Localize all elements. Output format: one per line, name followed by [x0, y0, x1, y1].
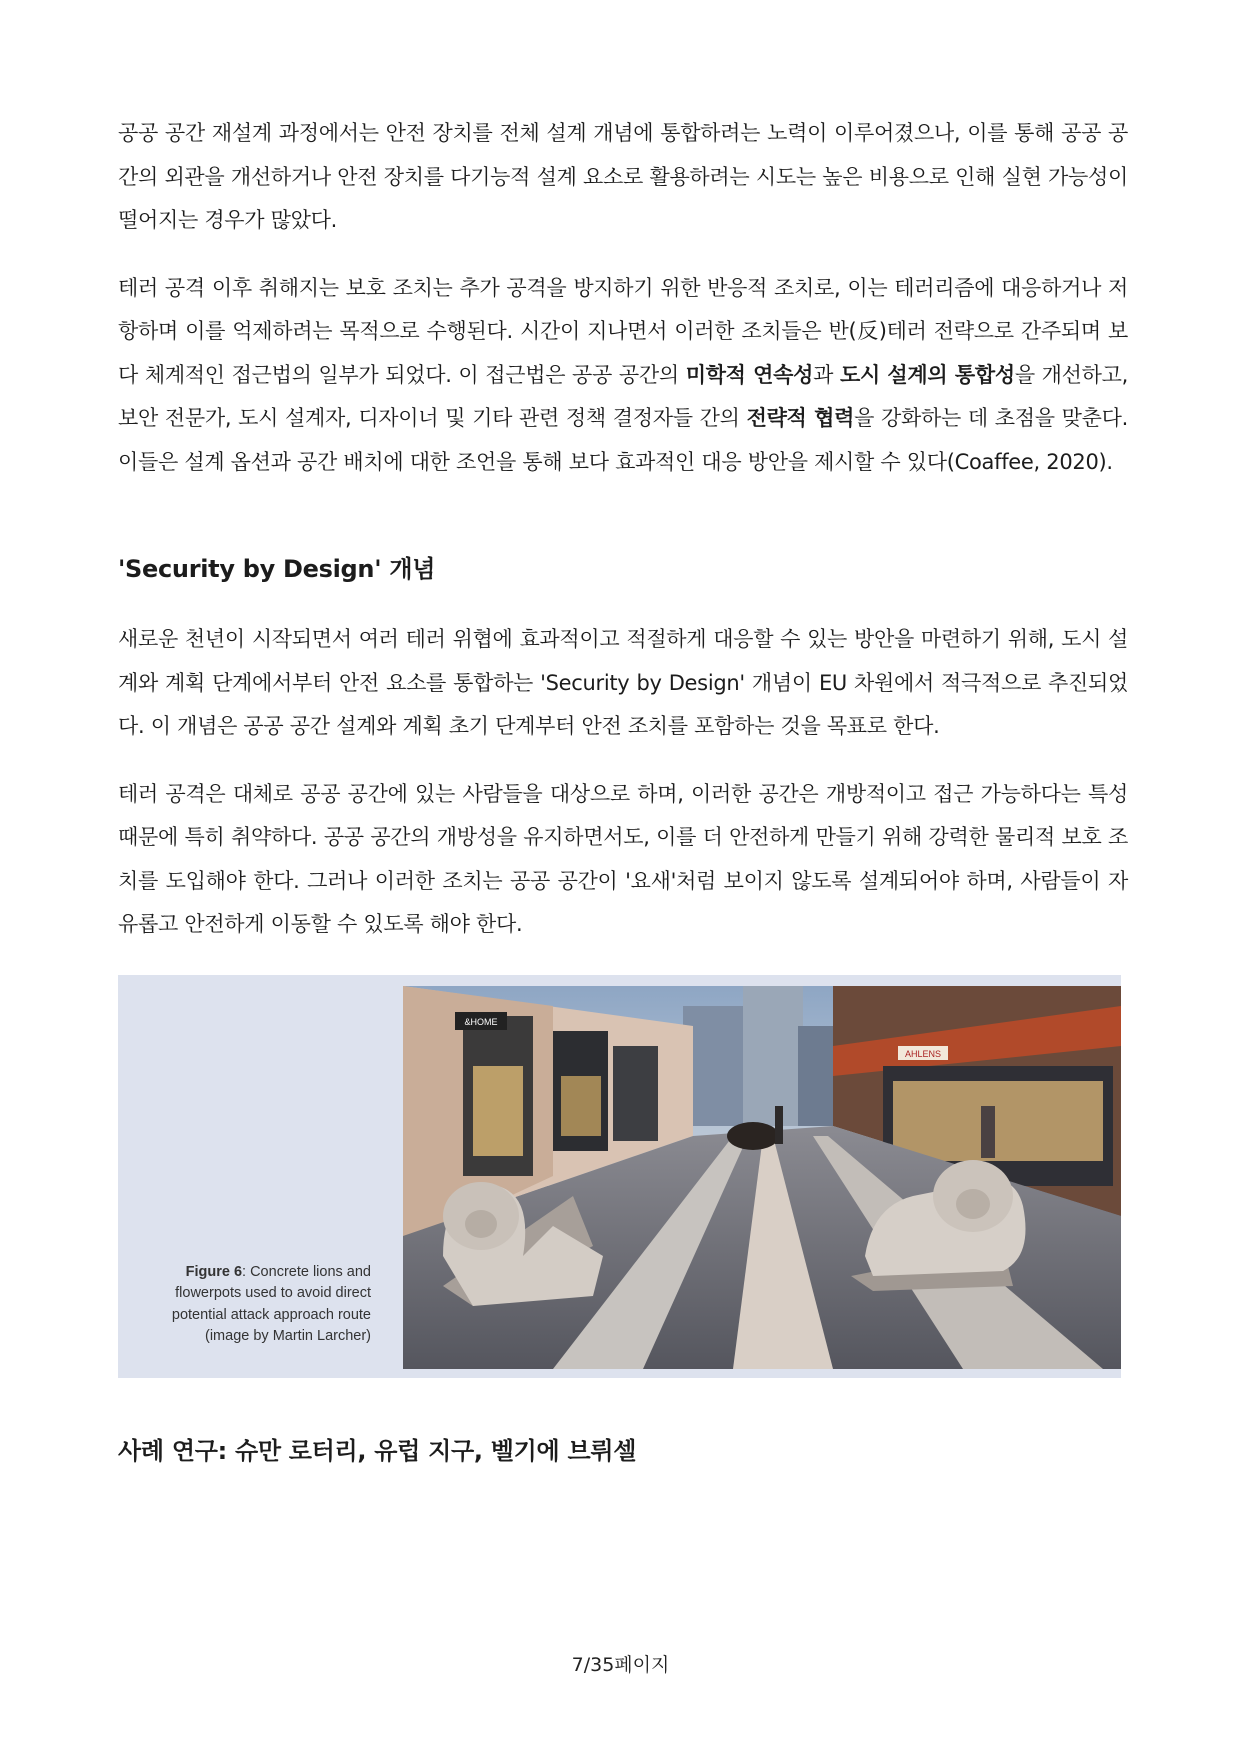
figure-label: Figure 6 — [185, 1263, 243, 1280]
figure-caption-text: : Concrete lions and flowerpots used to avoid direct potential attack approach route (image by Martin Larcher) — [171, 1263, 371, 1344]
paragraph-3: 새로운 천년이 시작되면서 여러 테러 위협에 효과적이고 적절하게 대응할 수 있는 방안을 마련하기 위해, 도시 설계와 계획 단계에서부터 안전 요소를 통합하는 'Security by Design' 개념이 EU 차원에서 적극적으로 추진되었다. 이 개념은 공공 공간 설계와 계획 초기 단계부터 안전 조치를 포함하는 것을 목표로 한다. — [118, 627, 1128, 738]
figure-caption — [131, 1262, 371, 1348]
paragraph-2-text-a: 테러 공격 이후 취해지는 보호 조치는 추가 공격을 방지하기 위한 반응적 조치로, 이는 테러리즘에 대응하거나 저항하며 이를 억제하려는 목적으로 수행된다. 시간이 지나면서 이러한 조치들은 반(反)테러 전략으로 간주되며 보다 체계적인 접근법의 일부가 되었다. 이 접근법은 공공 공간의 — [118, 275, 1128, 387]
paragraph-2 — [118, 267, 1128, 485]
figure-photo-street-lions — [403, 986, 1121, 1369]
shop-sign-left: &HOME — [464, 1016, 498, 1027]
paragraph-2-text-c: 과 — [813, 362, 840, 387]
street-photo-illustration — [403, 986, 1121, 1369]
bold-aesthetic-continuity: 미학적 연속성 — [685, 362, 814, 387]
shop-sign-right: AHLENS — [904, 1048, 942, 1059]
paragraph-4: 테러 공격은 대체로 공공 공간에 있는 사람들을 대상으로 하며, 이러한 공간은 개방적이고 접근 가능하다는 특성 때문에 특히 취약하다. 공공 공간의 개방성을 유지하면서도, 이를 더 안전하게 만들기 위해 강력한 물리적 보호 조치를 도입해야 한다. 그러나 이러한 조치는 공공 공간이 '요새'처럼 보이지 않도록 설계되어야 하며, 사람들이 자유롭고 안전하게 이동할 수 있도록 해야 한다. — [118, 781, 1128, 936]
section-heading-case-study: 사례 연구: 슈만 로터리, 유럽 지구, 벨기에 브뤼셀 — [118, 1436, 637, 1465]
paragraph-2-text-e: 을 강화하는 데 초점을 맞춘다. 이들은 설계 옵션과 공간 배치에 대한 조언을 통해 보다 효과적인 대응 방안을 제시할 수 있다(Coaffee, 2020). — [118, 406, 1128, 474]
page-number: 7/35페이지 — [571, 1654, 670, 1676]
bold-urban-design-integration: 도시 설계의 통합성 — [839, 362, 1015, 387]
bold-strategic-cooperation: 전략적 협력 — [746, 406, 855, 430]
page-content — [118, 112, 1128, 1468]
paragraph-1: 공공 공간 재설계 과정에서는 안전 장치를 전체 설계 개념에 통합하려는 노력이 이루어졌으나, 이를 통해 공공 공간의 외관을 개선하거나 안전 장치를 다기능적 설계 요소로 활용하려는 시도는 높은 비용으로 인해 실현 가능성이 떨어지는 경우가 많았다. — [118, 121, 1128, 232]
paragraph-2-text-d: 을 개선하고, 보안 전문가, 도시 설계자, 디자이너 및 기타 관련 정책 결정자들 간의 — [118, 362, 1128, 430]
figure-6 — [118, 975, 1121, 1378]
section-heading-security-by-design: 'Security by Design' 개념 — [118, 555, 436, 583]
